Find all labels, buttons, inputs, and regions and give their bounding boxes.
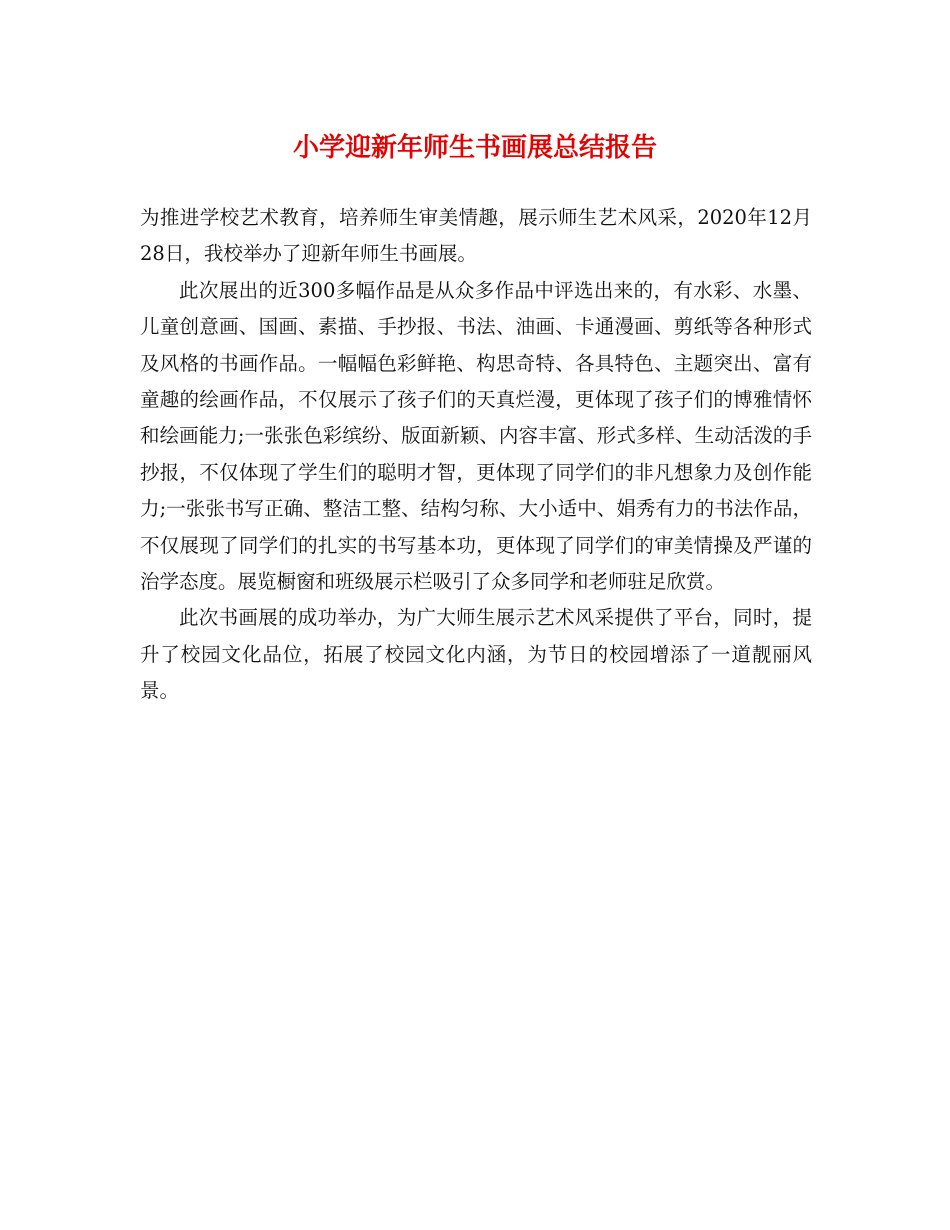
paragraph-intro: 为推进学校艺术教育，培养师生审美情趣，展示师生艺术风采，2020年12月28日，我校举办了迎新年师生书画展。 xyxy=(140,206,812,266)
document-title: 小学迎新年师生书画展总结报告 xyxy=(292,133,657,163)
paragraph-conclusion: 此次书画展的成功举办，为广大师生展示艺术风采提供了平台，同时，提升了校园文化品位，拓展了校园文化内涵，为节日的校园增添了一道靓丽风景。 xyxy=(140,606,812,703)
document-body xyxy=(140,200,812,710)
paragraph-exhibition-details: 此次展出的近300多幅作品是从众多作品中评选出来的，有水彩、水墨、儿童创意画、国画、素描、手抄报、书法、油画、卡通漫画、剪纸等各种形式及风格的书画作品。一幅幅色彩鲜艳、构思奇特、各具特色、主题突出、富有童趣的绘画作品，不仅展示了孩子们的天真烂漫，更体现了孩子们的博雅情怀和绘画能力;一张张色彩缤纷、版面新颖、内容丰富、形式多样、生动活泼的手抄报，不仅体现了学生们的聪明才智，更体现了同学们的非凡想象力及创作能力;一张张书写正确、整洁工整、结构匀称、大小适中、娟秀有力的书法作品，不仅展现了同学们的扎实的书写基本功，更体现了同学们的审美情操及严谨的治学态度。展览橱窗和班级展示栏吸引了众多同学和老师驻足欣赏。 xyxy=(140,278,812,594)
